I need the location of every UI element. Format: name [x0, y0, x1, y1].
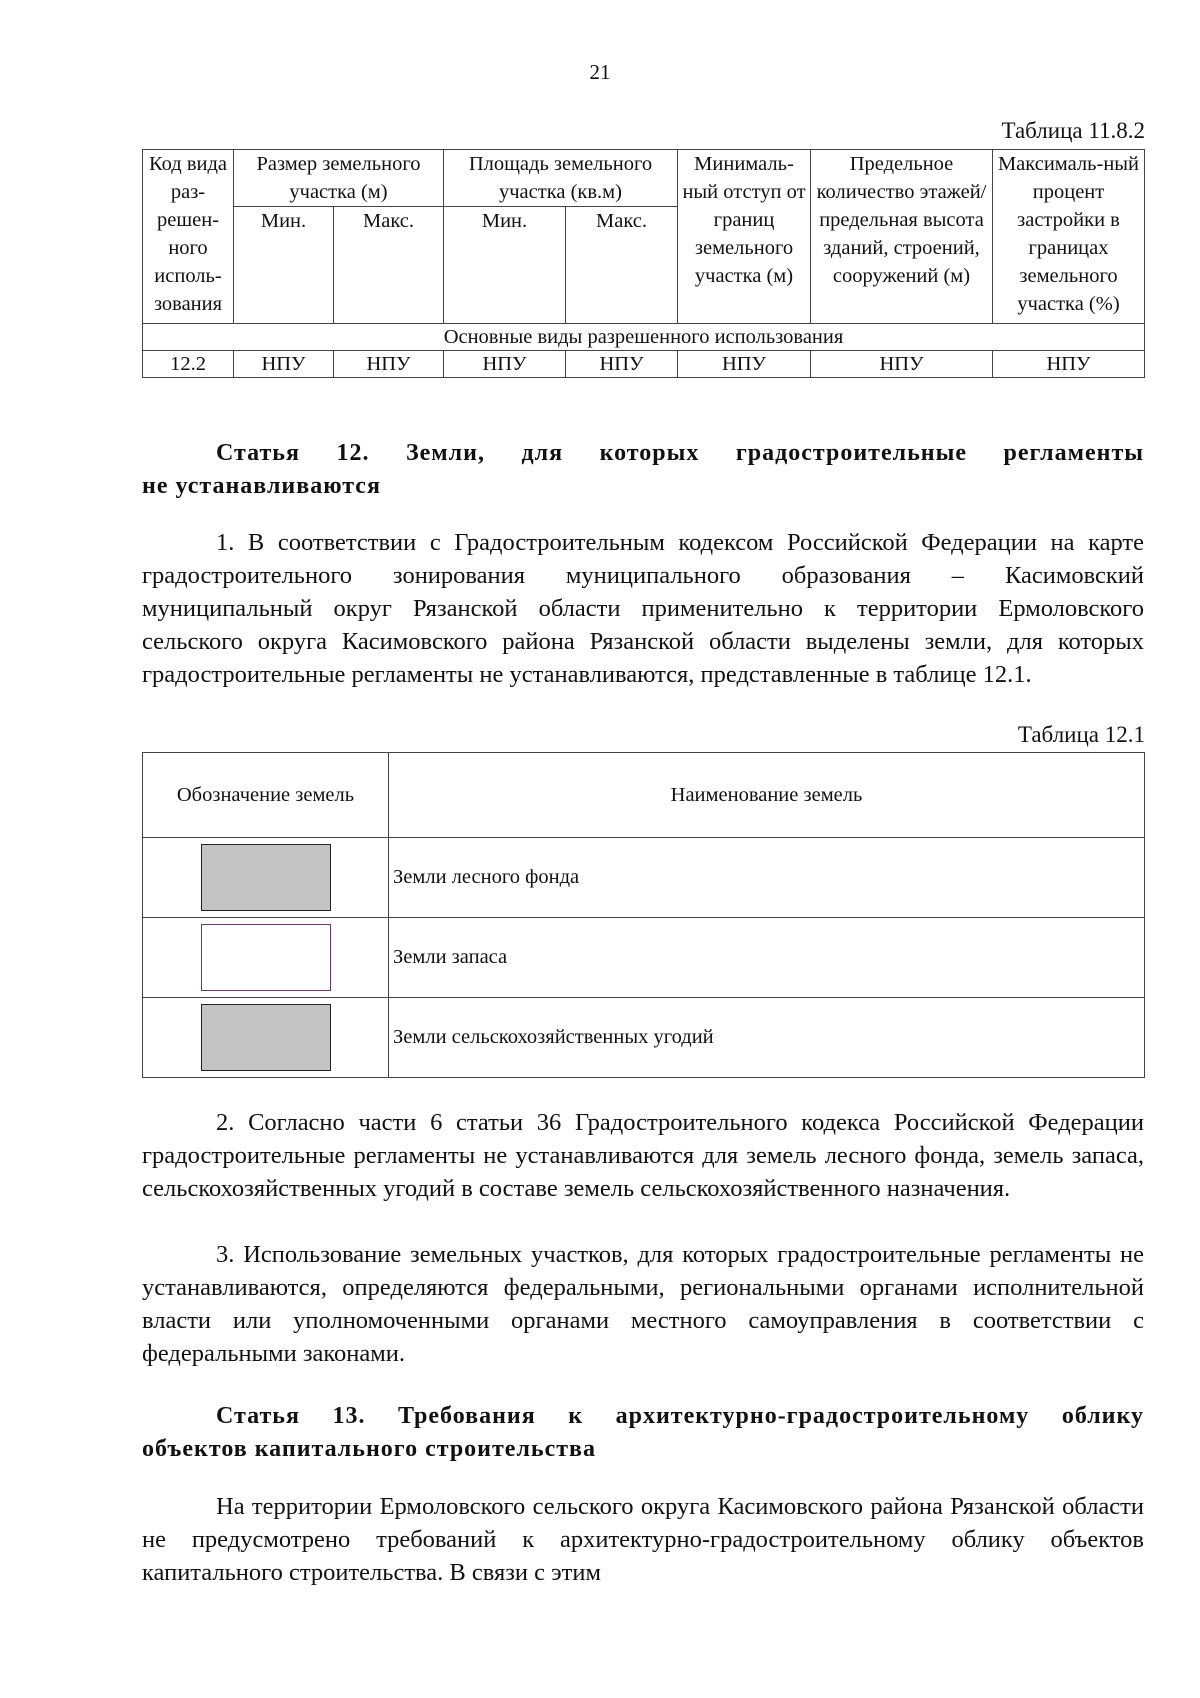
header-size-min: Мин. — [234, 207, 334, 324]
paragraph: 3. Использование земельных участков, для которых градостроительные регламенты не устанавливаются, определяются федеральными, региональными органами исполнительной власти или уполномоченными органами местного самоуправления в соответствии с федеральными законами. — [142, 1241, 1144, 1367]
cell-value: НПУ — [444, 351, 566, 378]
header-max-floors: Предельное количество этажей/ предельная высота зданий, строений, сооружений (м) — [811, 150, 993, 324]
paragraph: 2. Согласно части 6 статьи 36 Градостроительного кодекса Российской Федерации градостроительные регламенты не устанавливаются для земель лесного фонда, земель запаса, сельскохозяйственных угодий в составе земель сельскохозяйственного назначения. — [142, 1109, 1144, 1202]
header-land-symbol: Обозначение земель — [143, 753, 389, 838]
header-size-max: Макс. — [334, 207, 444, 324]
cell-value: НПУ — [811, 351, 993, 378]
land-name: Земли лесного фонда — [389, 838, 1145, 918]
land-swatch — [201, 1004, 331, 1071]
cell-value: НПУ — [234, 351, 334, 378]
paragraph: На территории Ермоловского сельского округа Касимовского района Рязанской области не предусмотрено требований к архитектурно-градостроительному облику объектов капитального строительства. В связи с этим — [142, 1493, 1144, 1586]
table-caption: Таблица 11.8.2 — [1001, 118, 1145, 143]
cell-value: НПУ — [334, 351, 444, 378]
land-name: Земли сельскохозяйственных угодий — [389, 998, 1145, 1078]
cell-value: НПУ — [993, 351, 1145, 378]
table-row — [143, 351, 1145, 378]
paragraph: 1. В соответствии с Градостроительным кодексом Российской Федерации на карте градостроительного зонирования муниципального образования – Касимовский муниципальный округ Рязанской области применительно к территории Ермоловского сельского округа Касимовского района Рязанской области выделены земли, для которых градостроительные регламенты не устанавливаются, представленные в таблице 12.1. — [142, 529, 1144, 688]
heading-line: Статья 13. Требования к архитектурно-градостроительному облику — [216, 1403, 1144, 1429]
header-area-max: Макс. — [566, 207, 678, 324]
article-12-heading — [142, 437, 1144, 503]
header-min-indent: Минималь-ный отступ от границ земельного участка (м) — [678, 150, 811, 324]
zoning-parameters-table — [142, 149, 1145, 378]
lands-table — [142, 752, 1145, 1078]
header-code: Код вида раз-решен-ного исполь-зования — [143, 150, 234, 324]
land-swatch — [201, 924, 331, 991]
header-land-name: Наименование земель — [389, 753, 1145, 838]
land-swatch — [201, 844, 331, 911]
page-number: 21 — [589, 60, 611, 84]
header-plot-size: Размер земельного участка (м) — [234, 150, 444, 207]
header-max-percent: Максималь-ный процент застройки в границах земельного участка (%) — [993, 150, 1145, 324]
table-row — [143, 998, 1145, 1078]
header-area-min: Мин. — [444, 207, 566, 324]
article-13-heading — [142, 1400, 1144, 1466]
table-row — [143, 918, 1145, 998]
section-label: Основные виды разрешенного использования — [143, 324, 1145, 351]
heading-line: объектов капитального строительства — [142, 1436, 597, 1462]
heading-line: Статья 12. Земли, для которых градостроительные регламенты — [216, 440, 1144, 466]
land-name: Земли запаса — [389, 918, 1145, 998]
header-plot-area: Площадь земельного участка (кв.м) — [444, 150, 678, 207]
table-row — [143, 838, 1145, 918]
table-caption: Таблица 12.1 — [1017, 722, 1145, 747]
cell-code: 12.2 — [143, 351, 234, 378]
heading-line: не устанавливаются — [142, 473, 381, 499]
cell-value: НПУ — [566, 351, 678, 378]
cell-value: НПУ — [678, 351, 811, 378]
